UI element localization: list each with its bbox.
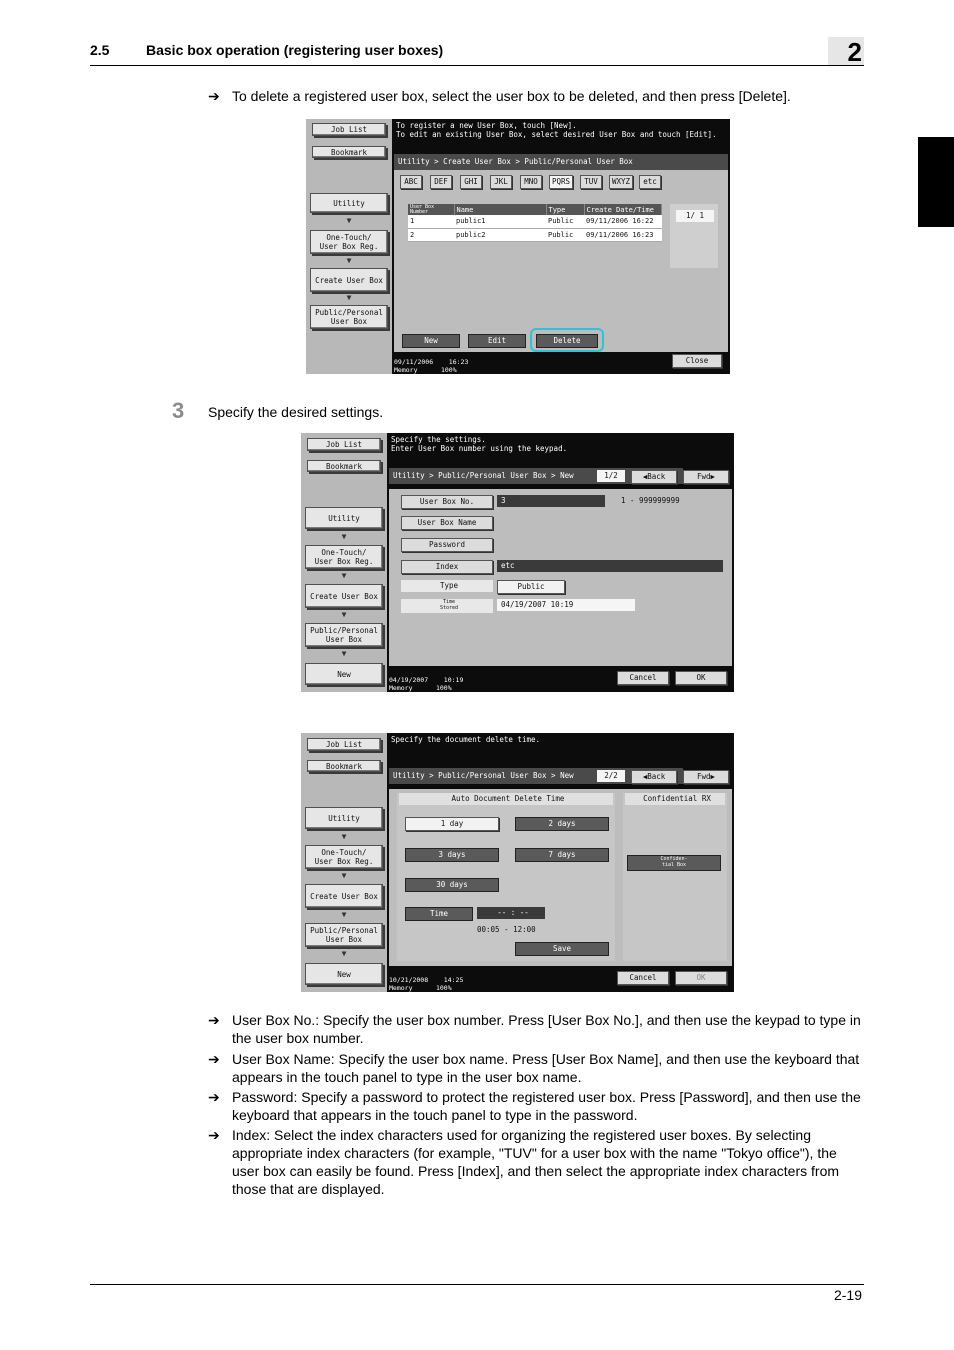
page-indicator: 1/2 xyxy=(597,470,625,482)
bullet-user-box-no xyxy=(208,1011,864,1047)
intro-bullet xyxy=(208,87,864,105)
bullet-text: Index: Select the index characters used for organizing the registered user boxes. By selecting appropriate index characters (for example, "TUV" for a user box with the name "Tokyo office"), the user box can easily be found. Press [Index], and then select the appropriate index characters from those that are displayed. xyxy=(232,1127,840,1197)
back-button[interactable]: ◀Back xyxy=(631,470,677,484)
down-arrow-icon: ▼ xyxy=(341,610,347,619)
page-indicator: 2/2 xyxy=(597,770,625,782)
section-title: Basic box operation (registering user boxes) xyxy=(146,42,444,58)
one-touch-button[interactable]: One-Touch/ User Box Reg. xyxy=(305,545,383,569)
left-column xyxy=(306,119,392,374)
down-arrow-icon: ▼ xyxy=(346,216,352,225)
user-box-name-button[interactable]: User Box Name xyxy=(401,516,493,530)
breadcrumb: Utility > Public/Personal User Box > New xyxy=(389,768,683,784)
option-30-days[interactable]: 30 days xyxy=(405,878,499,892)
time-stored-label: Time Stored xyxy=(401,599,493,613)
table-row[interactable]: 1 public1 Public 09/11/2006 16:22 xyxy=(408,215,662,228)
public-personal-button[interactable]: Public/Personal User Box xyxy=(305,623,383,647)
status-bar: 10/21/2008 14:25 Memory 100% xyxy=(389,976,464,992)
public-personal-button[interactable]: Public/Personal User Box xyxy=(310,305,388,329)
arrow-icon: ➔ xyxy=(208,1012,220,1028)
index-field[interactable]: etc xyxy=(497,560,723,572)
one-touch-button[interactable]: One-Touch/ User Box Reg. xyxy=(305,845,383,869)
index-button[interactable]: Index xyxy=(401,560,493,574)
chapter-side-tab xyxy=(918,137,954,227)
back-button[interactable]: ◀Back xyxy=(631,770,677,784)
option-1-day[interactable]: 1 day xyxy=(405,817,499,831)
down-arrow-icon: ▼ xyxy=(346,256,352,265)
status-bar: 04/19/2007 10:19 Memory 100% xyxy=(389,676,464,692)
index-tab[interactable]: DEF xyxy=(430,175,452,189)
bullet-text: User Box Name: Specify the user box name. Press [User Box Name], and then use the keyboard that appears in the touch panel to type in the user box name. xyxy=(232,1051,860,1085)
panel-new-user-box-2 xyxy=(301,733,734,992)
down-arrow-icon: ▼ xyxy=(341,910,347,919)
forward-arrow-icon: ▶ xyxy=(710,772,716,781)
header-rule xyxy=(90,65,864,66)
confidential-section xyxy=(623,793,727,961)
forward-button[interactable]: Fwd▶ xyxy=(683,470,729,484)
cancel-button[interactable]: Cancel xyxy=(617,671,669,685)
confidential-title: Confidential RX xyxy=(625,793,725,805)
arrow-icon: ➔ xyxy=(208,88,220,104)
job-list-button[interactable]: Job List xyxy=(307,438,381,451)
back-arrow-icon: ◀ xyxy=(642,772,648,781)
index-tab[interactable]: WXYZ xyxy=(609,175,633,189)
down-arrow-icon: ▼ xyxy=(341,571,347,580)
confidential-box-button[interactable]: Confiden- tial Box xyxy=(627,855,721,871)
column-header: User Box Number xyxy=(408,204,454,215)
index-tab[interactable]: PQRS xyxy=(549,175,573,189)
down-arrow-icon: ▼ xyxy=(341,949,347,958)
index-tab[interactable]: ABC xyxy=(400,175,422,189)
user-box-no-range: 1 - 999999999 xyxy=(621,496,680,505)
message-area: Specify the settings. Enter User Box number using the keypad. xyxy=(391,435,568,453)
cancel-button[interactable]: Cancel xyxy=(617,971,669,985)
save-button[interactable]: Save xyxy=(515,942,609,956)
footer-rule xyxy=(90,1284,864,1285)
bookmark-button[interactable]: Bookmark xyxy=(312,146,386,158)
close-button[interactable]: Close xyxy=(672,354,722,368)
breadcrumb: Utility > Create User Box > Public/Personal User Box xyxy=(394,154,728,170)
main-area xyxy=(394,154,728,352)
message-area: To register a new User Box, touch [New]. To edit an existing User Box, select desired User Box and touch [Edit]. xyxy=(396,121,717,139)
index-tab[interactable]: etc xyxy=(639,175,661,189)
index-tab[interactable]: MNO xyxy=(520,175,542,189)
down-arrow-icon: ▼ xyxy=(341,649,347,658)
panel-user-box-list xyxy=(306,119,730,374)
job-list-button[interactable]: Job List xyxy=(307,738,381,751)
bookmark-button[interactable]: Bookmark xyxy=(307,760,381,772)
panel-new-user-box-1 xyxy=(301,433,734,692)
forward-button[interactable]: Fwd▶ xyxy=(683,770,729,784)
ok-button[interactable]: OK xyxy=(675,671,727,685)
auto-delete-title: Auto Document Delete Time xyxy=(399,793,613,805)
edit-button[interactable]: Edit xyxy=(468,334,526,348)
step-number: 3 xyxy=(172,398,185,423)
message-area: Specify the document delete time. xyxy=(391,735,541,744)
time-button[interactable]: Time xyxy=(405,907,473,921)
index-tab[interactable]: TUV xyxy=(580,175,602,189)
type-public-button[interactable]: Public xyxy=(497,580,565,594)
down-arrow-icon: ▼ xyxy=(341,832,347,841)
bullet-text: To delete a registered user box, select the user box to be deleted, and then press [Delete]. xyxy=(232,88,791,104)
job-list-button[interactable]: Job List xyxy=(312,123,386,136)
down-arrow-icon: ▼ xyxy=(346,293,352,302)
column-header: Name xyxy=(454,204,546,215)
delete-button[interactable]: Delete xyxy=(536,334,598,348)
column-header: Type xyxy=(546,204,584,215)
page-number: 2-19 xyxy=(833,1287,862,1303)
table-row[interactable]: 2 public2 Public 09/11/2006 16:23 xyxy=(408,228,662,241)
ok-button[interactable]: OK xyxy=(675,971,727,985)
user-box-no-button[interactable]: User Box No. xyxy=(401,495,493,509)
new-button[interactable]: New xyxy=(402,334,460,348)
arrow-icon: ➔ xyxy=(208,1127,220,1143)
back-arrow-icon: ◀ xyxy=(642,472,648,481)
index-tab[interactable]: GHI xyxy=(460,175,482,189)
bullet-text: User Box No.: Specify the user box number. Press [User Box No.], and then use the keypad to type in the user box number. xyxy=(232,1012,861,1046)
time-field[interactable]: -- : -- xyxy=(477,907,545,919)
time-stored-value: 04/19/2007 10:19 xyxy=(497,599,635,611)
column-header: Create Date/Time xyxy=(584,204,662,215)
new-button[interactable]: New xyxy=(305,963,383,985)
public-personal-button[interactable]: Public/Personal User Box xyxy=(305,923,383,947)
main-area xyxy=(389,789,732,966)
index-tab[interactable]: JKL xyxy=(490,175,512,189)
utility-button[interactable]: Utility xyxy=(305,507,383,529)
left-column xyxy=(301,733,387,992)
create-user-box-button[interactable]: Create User Box xyxy=(310,268,388,292)
utility-button[interactable]: Utility xyxy=(310,193,388,213)
create-user-box-button[interactable]: Create User Box xyxy=(305,584,383,608)
bookmark-button[interactable]: Bookmark xyxy=(307,460,381,472)
forward-arrow-icon: ▶ xyxy=(710,472,716,481)
user-box-table xyxy=(408,204,662,242)
bullet-user-box-name xyxy=(208,1050,864,1086)
option-2-days[interactable]: 2 days xyxy=(515,817,609,831)
bullet-index xyxy=(208,1126,864,1198)
user-box-no-field[interactable]: 3 xyxy=(497,495,605,507)
option-3-days[interactable]: 3 days xyxy=(405,848,499,862)
one-touch-button[interactable]: One-Touch/ User Box Reg. xyxy=(310,230,388,254)
down-arrow-icon: ▼ xyxy=(341,871,347,880)
down-arrow-icon: ▼ xyxy=(341,532,347,541)
breadcrumb: Utility > Public/Personal User Box > New xyxy=(389,468,683,484)
new-button[interactable]: New xyxy=(305,663,383,685)
password-button[interactable]: Password xyxy=(401,538,493,552)
page-indicator: 1/ 1 xyxy=(676,210,714,222)
bullet-password xyxy=(208,1088,864,1124)
arrow-icon: ➔ xyxy=(208,1089,220,1105)
section-number: 2.5 xyxy=(90,42,110,58)
create-user-box-button[interactable]: Create User Box xyxy=(305,884,383,908)
bullet-text: Password: Specify a password to protect the registered user box. Press [Password], and then use the keyboard that appears in the touch panel to type in the password. xyxy=(232,1089,861,1123)
step-text: Specify the desired settings. xyxy=(208,404,384,420)
chapter-number: 2 xyxy=(828,37,864,65)
type-label: Type xyxy=(401,580,493,592)
option-7-days[interactable]: 7 days xyxy=(515,848,609,862)
arrow-icon: ➔ xyxy=(208,1051,220,1067)
status-bar: 09/11/2006 16:23 Memory 100% xyxy=(394,358,469,374)
utility-button[interactable]: Utility xyxy=(305,807,383,829)
main-area xyxy=(389,489,732,666)
time-range: 00:05 - 12:00 xyxy=(477,925,536,934)
left-column xyxy=(301,433,387,692)
